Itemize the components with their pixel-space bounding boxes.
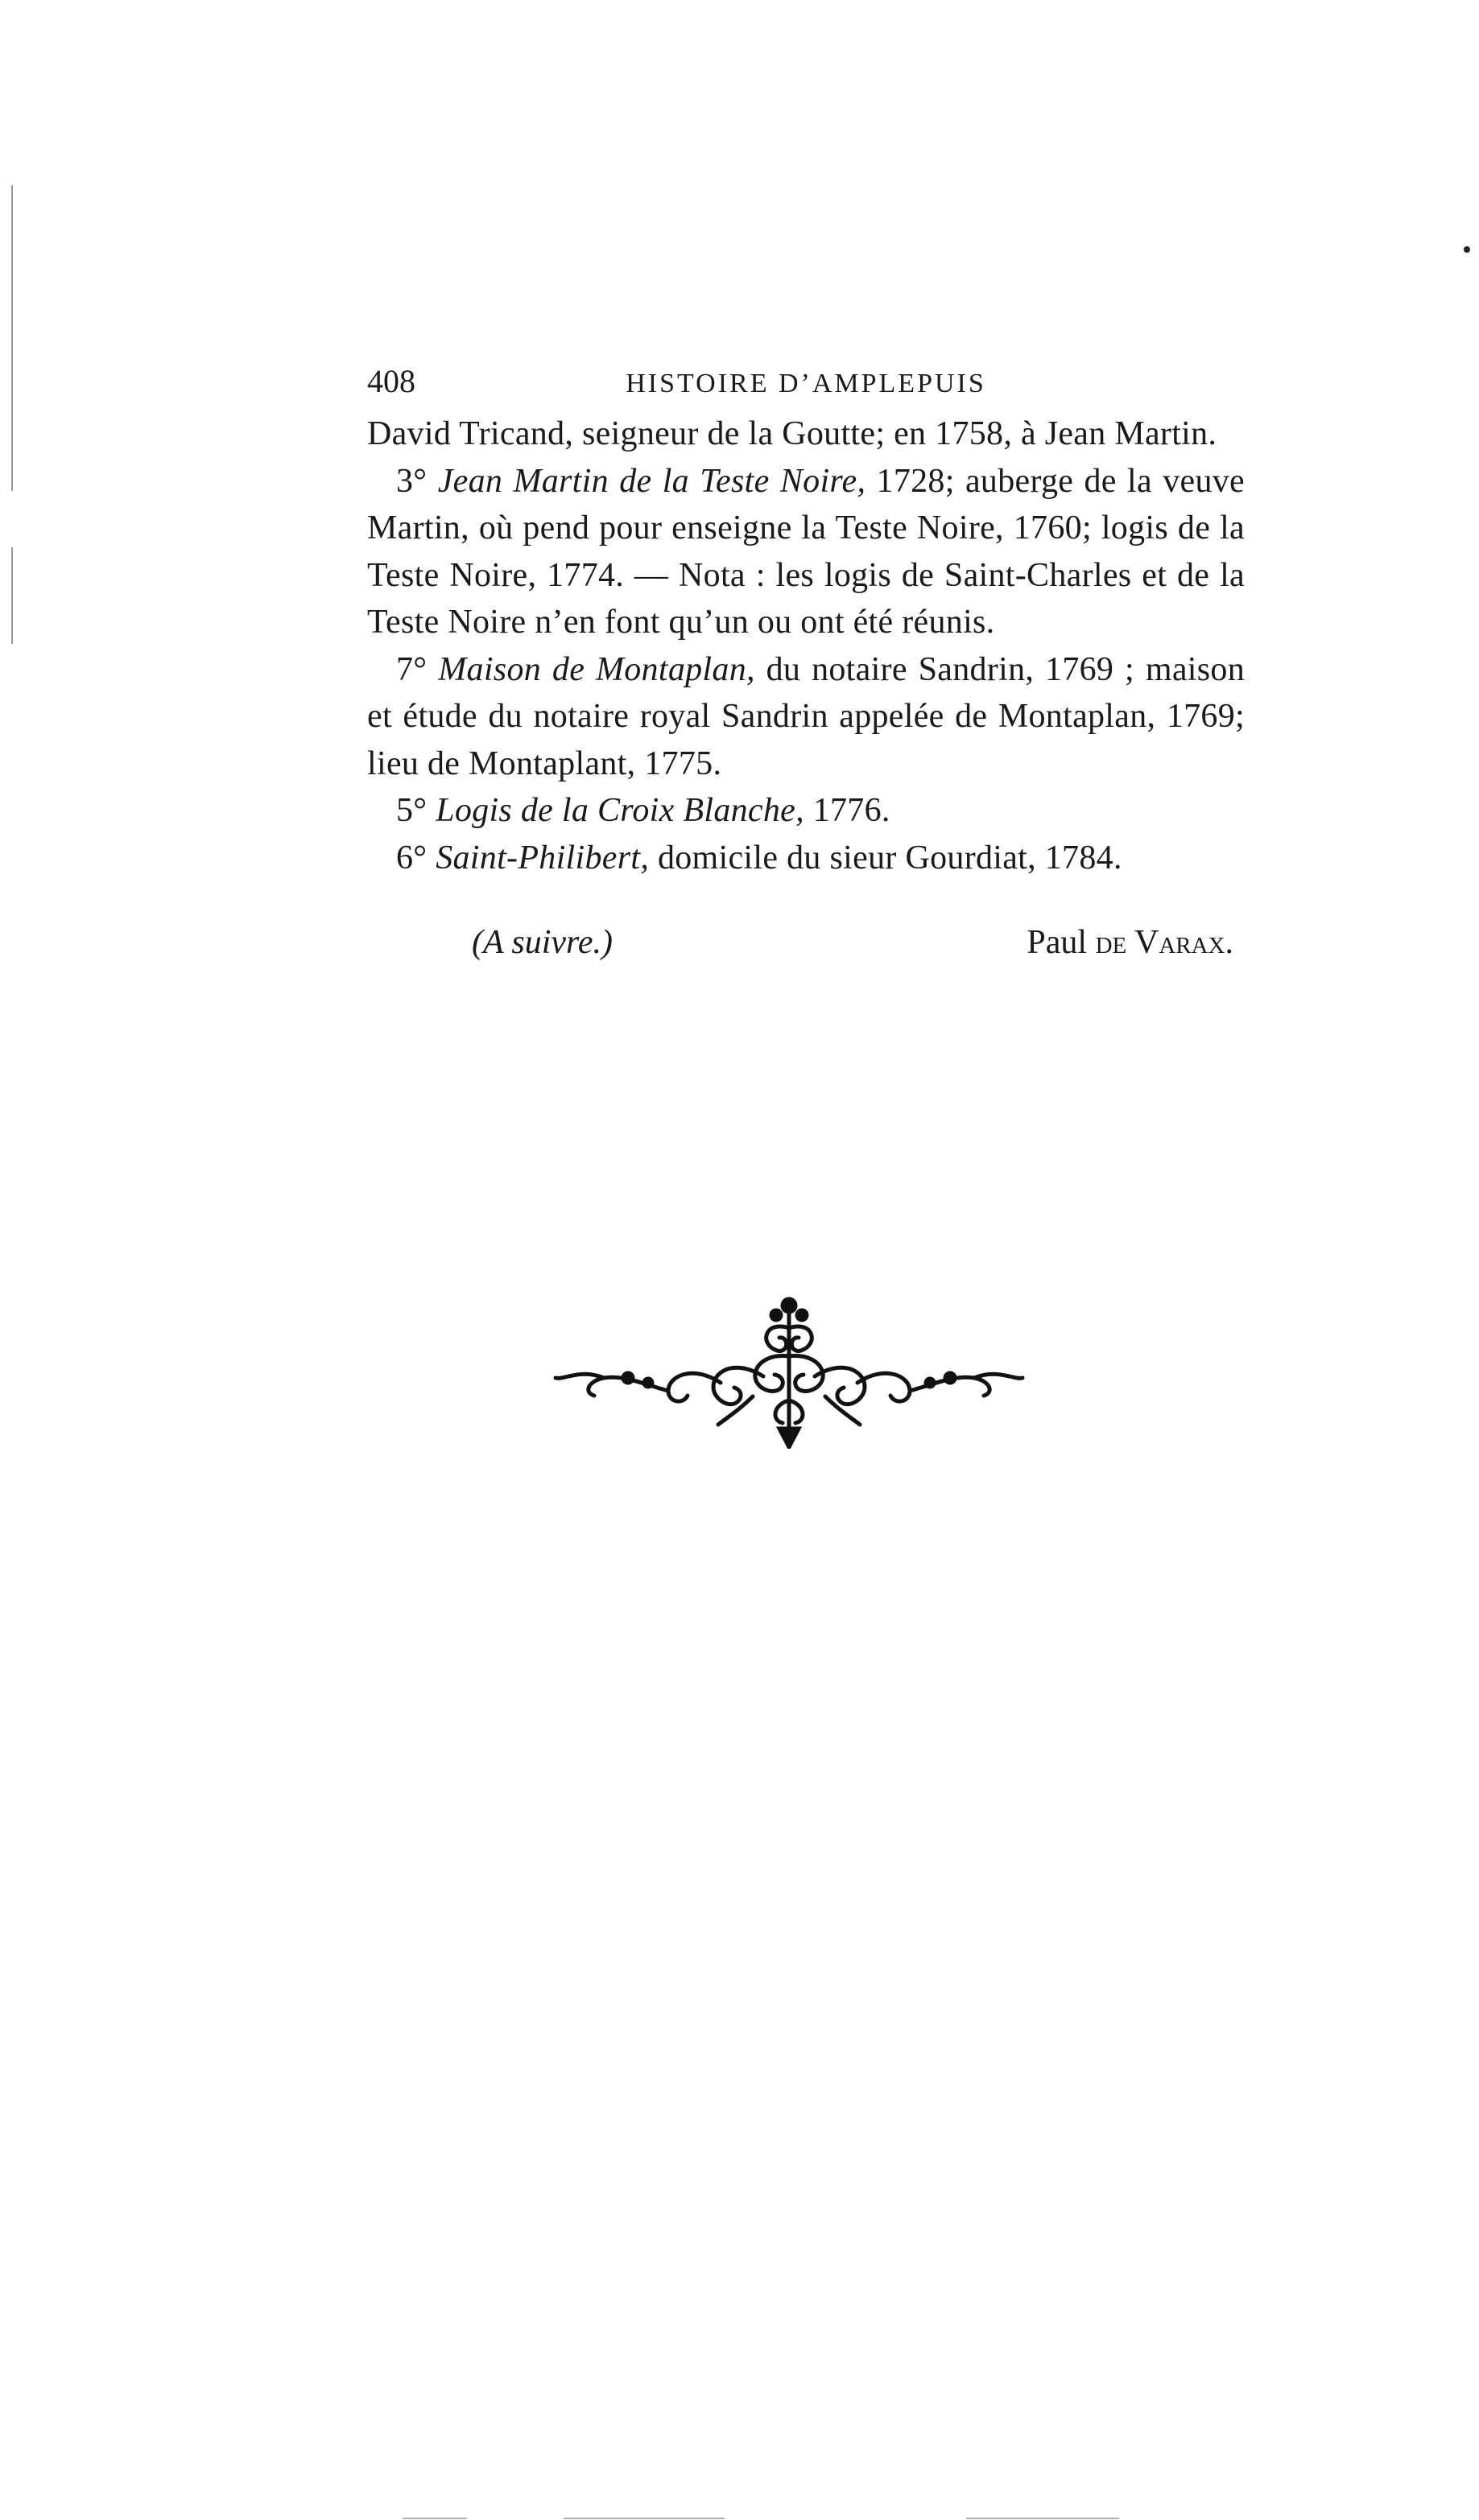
entry-number: 6° bbox=[396, 839, 436, 876]
entry-title: Logis de la Croix Blanche, bbox=[436, 792, 804, 829]
paragraph-continuation bbox=[367, 410, 1245, 458]
entry-title: Jean Martin de la Teste Noire, bbox=[437, 462, 866, 500]
scan-bottom-rule bbox=[403, 2518, 467, 2519]
signature-row bbox=[367, 923, 1245, 971]
entry-title: Saint-Philibert, bbox=[436, 839, 650, 876]
paragraph-entry-5 bbox=[367, 787, 1245, 835]
scan-bottom-rule bbox=[966, 2518, 1119, 2519]
paragraph-entry-6 bbox=[367, 835, 1245, 882]
author-particle: de bbox=[1095, 924, 1134, 961]
entry-title: Maison de Montaplan, bbox=[438, 650, 755, 688]
fleuron-ornament-icon bbox=[547, 1288, 1031, 1449]
entry-text: du notaire Sandrin, 1769 ; maison et étude du notaire royal Sandrin appelée de Montaplan, 1769; lieu de Montaplant, 1775. bbox=[367, 650, 1245, 782]
paragraph-entry-3 bbox=[367, 458, 1245, 646]
paragraph-text: David Tricand, seigneur de la Goutte; en 1758, à Jean Martin. bbox=[367, 415, 1217, 452]
entry-number: 5° bbox=[396, 792, 436, 829]
scan-bottom-rule bbox=[564, 2518, 725, 2519]
running-header bbox=[367, 362, 1245, 410]
paragraph-entry-7 bbox=[367, 646, 1245, 788]
running-title: HISTOIRE D’AMPLEPUIS bbox=[626, 369, 986, 398]
entry-number: 3° bbox=[396, 462, 438, 500]
body-text bbox=[367, 410, 1245, 881]
entry-text: domicile du sieur Gourdiat, 1784. bbox=[649, 839, 1122, 876]
page-number: 408 bbox=[367, 363, 415, 399]
scan-edge-mark bbox=[11, 185, 13, 491]
author-first-name: Paul bbox=[1027, 924, 1096, 961]
scan-speck bbox=[1464, 246, 1470, 253]
entry-text: 1776. bbox=[804, 792, 890, 829]
entry-number: 7° bbox=[396, 650, 439, 688]
scan-edge-mark bbox=[11, 547, 13, 644]
page-content bbox=[367, 362, 1245, 971]
author-last-name: Varax. bbox=[1134, 924, 1233, 961]
continuation-note: (A suivre.) bbox=[472, 924, 613, 961]
author-signature bbox=[1027, 923, 1233, 962]
entry-text: 1728; auberge de la veuve Martin, où pend pour enseigne la Teste Noire, 1760; logis de la Teste Noire, 1774. — Nota : les logis de Saint-Charles et de la Teste Noire n’en font qu’un ou ont été réunis. bbox=[367, 462, 1245, 641]
